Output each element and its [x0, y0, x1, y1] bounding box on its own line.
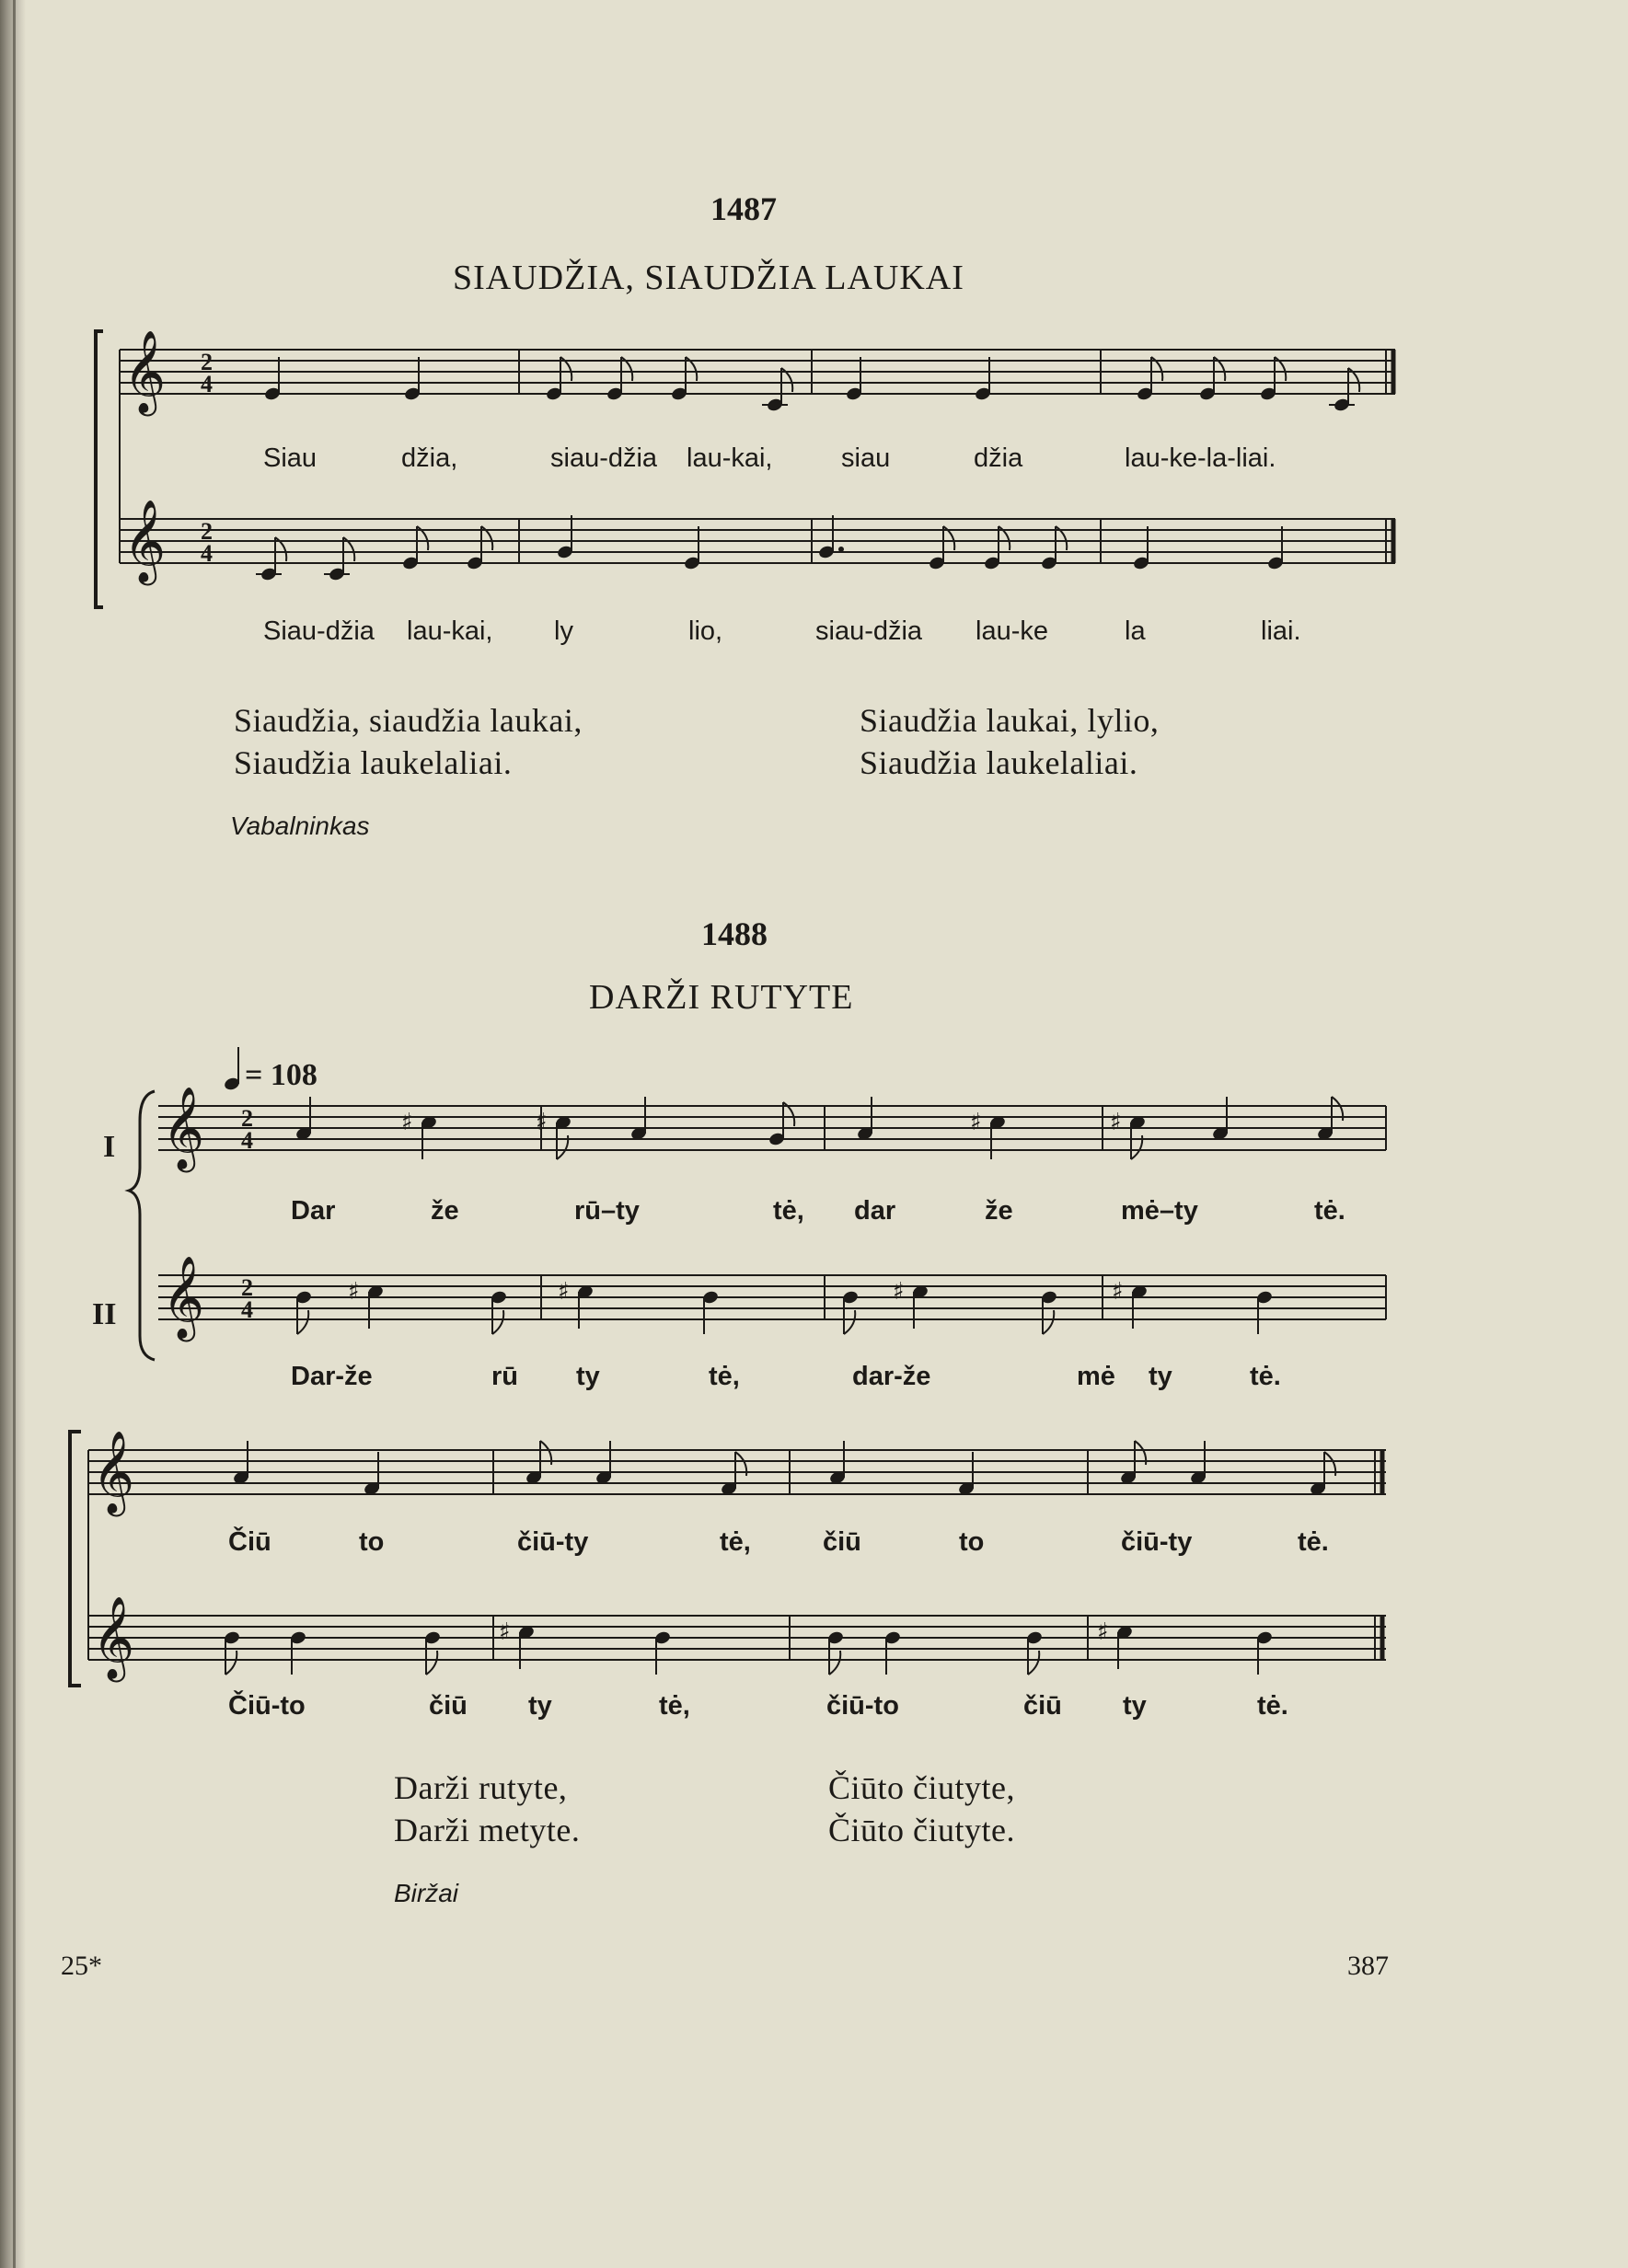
verse-line: Darži rutyte, — [394, 1769, 568, 1806]
note-flag — [297, 1310, 308, 1334]
lyric: lau-kai, — [687, 443, 773, 473]
lyric: tė. — [1314, 1196, 1345, 1226]
lyric: la — [1125, 616, 1146, 646]
lyric: ty — [576, 1362, 600, 1391]
lyric: to — [959, 1527, 985, 1557]
lyric: dar — [854, 1196, 896, 1226]
treble-clef: 𝄞 — [123, 500, 167, 582]
treble-clef: 𝄞 — [92, 1596, 135, 1679]
lyric: rū–ty — [574, 1196, 640, 1226]
treble-clef: 𝄞 — [162, 1256, 205, 1339]
lyric: džia, — [401, 443, 458, 473]
lyric: ty — [1123, 1691, 1147, 1721]
note-dot — [838, 547, 844, 552]
song-number: 1488 — [701, 915, 768, 952]
page-signature: 25* — [61, 1951, 102, 1981]
system-bracket — [96, 331, 103, 607]
verse-line: Darži metyte. — [394, 1812, 581, 1848]
lyric: čiū-ty — [1121, 1527, 1193, 1557]
sharp-sign: ♯ — [970, 1109, 982, 1136]
note-flag — [1043, 1310, 1054, 1334]
lyric: lau-ke-la-liai. — [1125, 443, 1276, 473]
lyric: Dar — [291, 1196, 336, 1226]
song-title: DARŽI RUTYTE — [589, 978, 854, 1017]
verse-line: Siaudžia, siaudžia laukai, — [234, 702, 583, 739]
time-signature: 2 — [201, 349, 213, 375]
lyric: Čiū-to — [228, 1691, 306, 1721]
lyric: mė–ty — [1121, 1196, 1198, 1226]
lyric: Dar-že — [291, 1362, 373, 1391]
sharp-sign: ♯ — [1112, 1278, 1124, 1306]
time-signature: 2 — [241, 1274, 253, 1301]
lyric: lau-ke — [976, 616, 1048, 646]
lyric: rū — [491, 1362, 518, 1391]
lyric: Siau — [263, 443, 318, 473]
lyric: čiū-to — [826, 1691, 899, 1721]
lyric: Siau-džia — [263, 616, 375, 646]
lyric: mė — [1077, 1362, 1115, 1391]
note-flag — [225, 1651, 237, 1675]
lyric: tė. — [1257, 1691, 1288, 1721]
time-signature: 4 — [241, 1296, 253, 1323]
lyric: že — [431, 1196, 459, 1226]
place-name: Vabalninkas — [230, 812, 370, 840]
lyric: lio, — [688, 616, 723, 646]
verse-line: Čiūto čiutyte. — [828, 1812, 1015, 1848]
lyric: tė, — [709, 1362, 740, 1391]
voice-label-2: II — [92, 1297, 117, 1331]
note-flag — [1028, 1651, 1039, 1675]
lyric: tė, — [659, 1691, 690, 1721]
sharp-sign: ♯ — [1110, 1109, 1122, 1136]
lyric: tė, — [773, 1196, 804, 1226]
lyric: tė. — [1298, 1527, 1329, 1557]
lyric: tė, — [720, 1527, 751, 1557]
place-name: Biržai — [394, 1879, 459, 1907]
lyric: čiū — [1023, 1691, 1062, 1721]
page-number: 387 — [1347, 1951, 1389, 1981]
time-signature: 2 — [241, 1105, 253, 1132]
verse-line: Čiūto čiutyte, — [828, 1769, 1015, 1806]
lyric: tė. — [1250, 1362, 1281, 1391]
lyric: ly — [554, 616, 573, 646]
sharp-sign: ♯ — [536, 1109, 548, 1136]
lyric: ty — [1149, 1362, 1172, 1391]
lyric: siau-džia — [550, 443, 658, 473]
lyric: siau-džia — [815, 616, 923, 646]
lyric: čiū — [429, 1691, 468, 1721]
note-flag — [492, 1310, 503, 1334]
time-signature: 4 — [201, 371, 213, 397]
lyric: liai. — [1261, 616, 1301, 646]
voice-label-1: I — [103, 1130, 116, 1164]
system-brace — [129, 1091, 155, 1360]
lyric: Čiū — [228, 1527, 271, 1557]
verse-line: Siaudžia laukai, lylio, — [860, 702, 1160, 739]
verse-line: Siaudžia laukelaliai. — [860, 744, 1138, 781]
lyric: siau — [841, 443, 891, 473]
lyric: džia — [974, 443, 1023, 473]
sharp-sign: ♯ — [893, 1278, 905, 1306]
song-title: SIAUDŽIA, SIAUDŽIA LAUKAI — [453, 259, 964, 297]
lyric: dar-že — [852, 1362, 931, 1391]
lyric: čiū-ty — [517, 1527, 589, 1557]
lyric: lau-kai, — [407, 616, 493, 646]
sharp-sign: ♯ — [348, 1278, 360, 1306]
note-flag — [426, 1651, 437, 1675]
verse-line: Siaudžia laukelaliai. — [234, 744, 513, 781]
system-bracket — [70, 1432, 81, 1686]
treble-clef: 𝄞 — [162, 1087, 205, 1169]
treble-clef: 𝄞 — [92, 1431, 135, 1514]
sharp-sign: ♯ — [558, 1278, 570, 1306]
lyric: ty — [528, 1691, 552, 1721]
song-number: 1487 — [710, 190, 777, 227]
lyric: že — [985, 1196, 1013, 1226]
lyric: to — [359, 1527, 385, 1557]
time-signature: 4 — [241, 1127, 253, 1154]
time-signature: 2 — [201, 518, 213, 545]
sharp-sign: ♯ — [401, 1109, 413, 1136]
time-signature: 4 — [201, 540, 213, 567]
note-flag — [829, 1651, 840, 1675]
lyric: čiū — [823, 1527, 861, 1557]
sharp-sign: ♯ — [499, 1618, 511, 1646]
sharp-sign: ♯ — [1097, 1618, 1109, 1646]
treble-clef: 𝄞 — [123, 330, 167, 413]
tempo-marking: = 108 — [245, 1058, 318, 1092]
note-flag — [844, 1310, 855, 1334]
